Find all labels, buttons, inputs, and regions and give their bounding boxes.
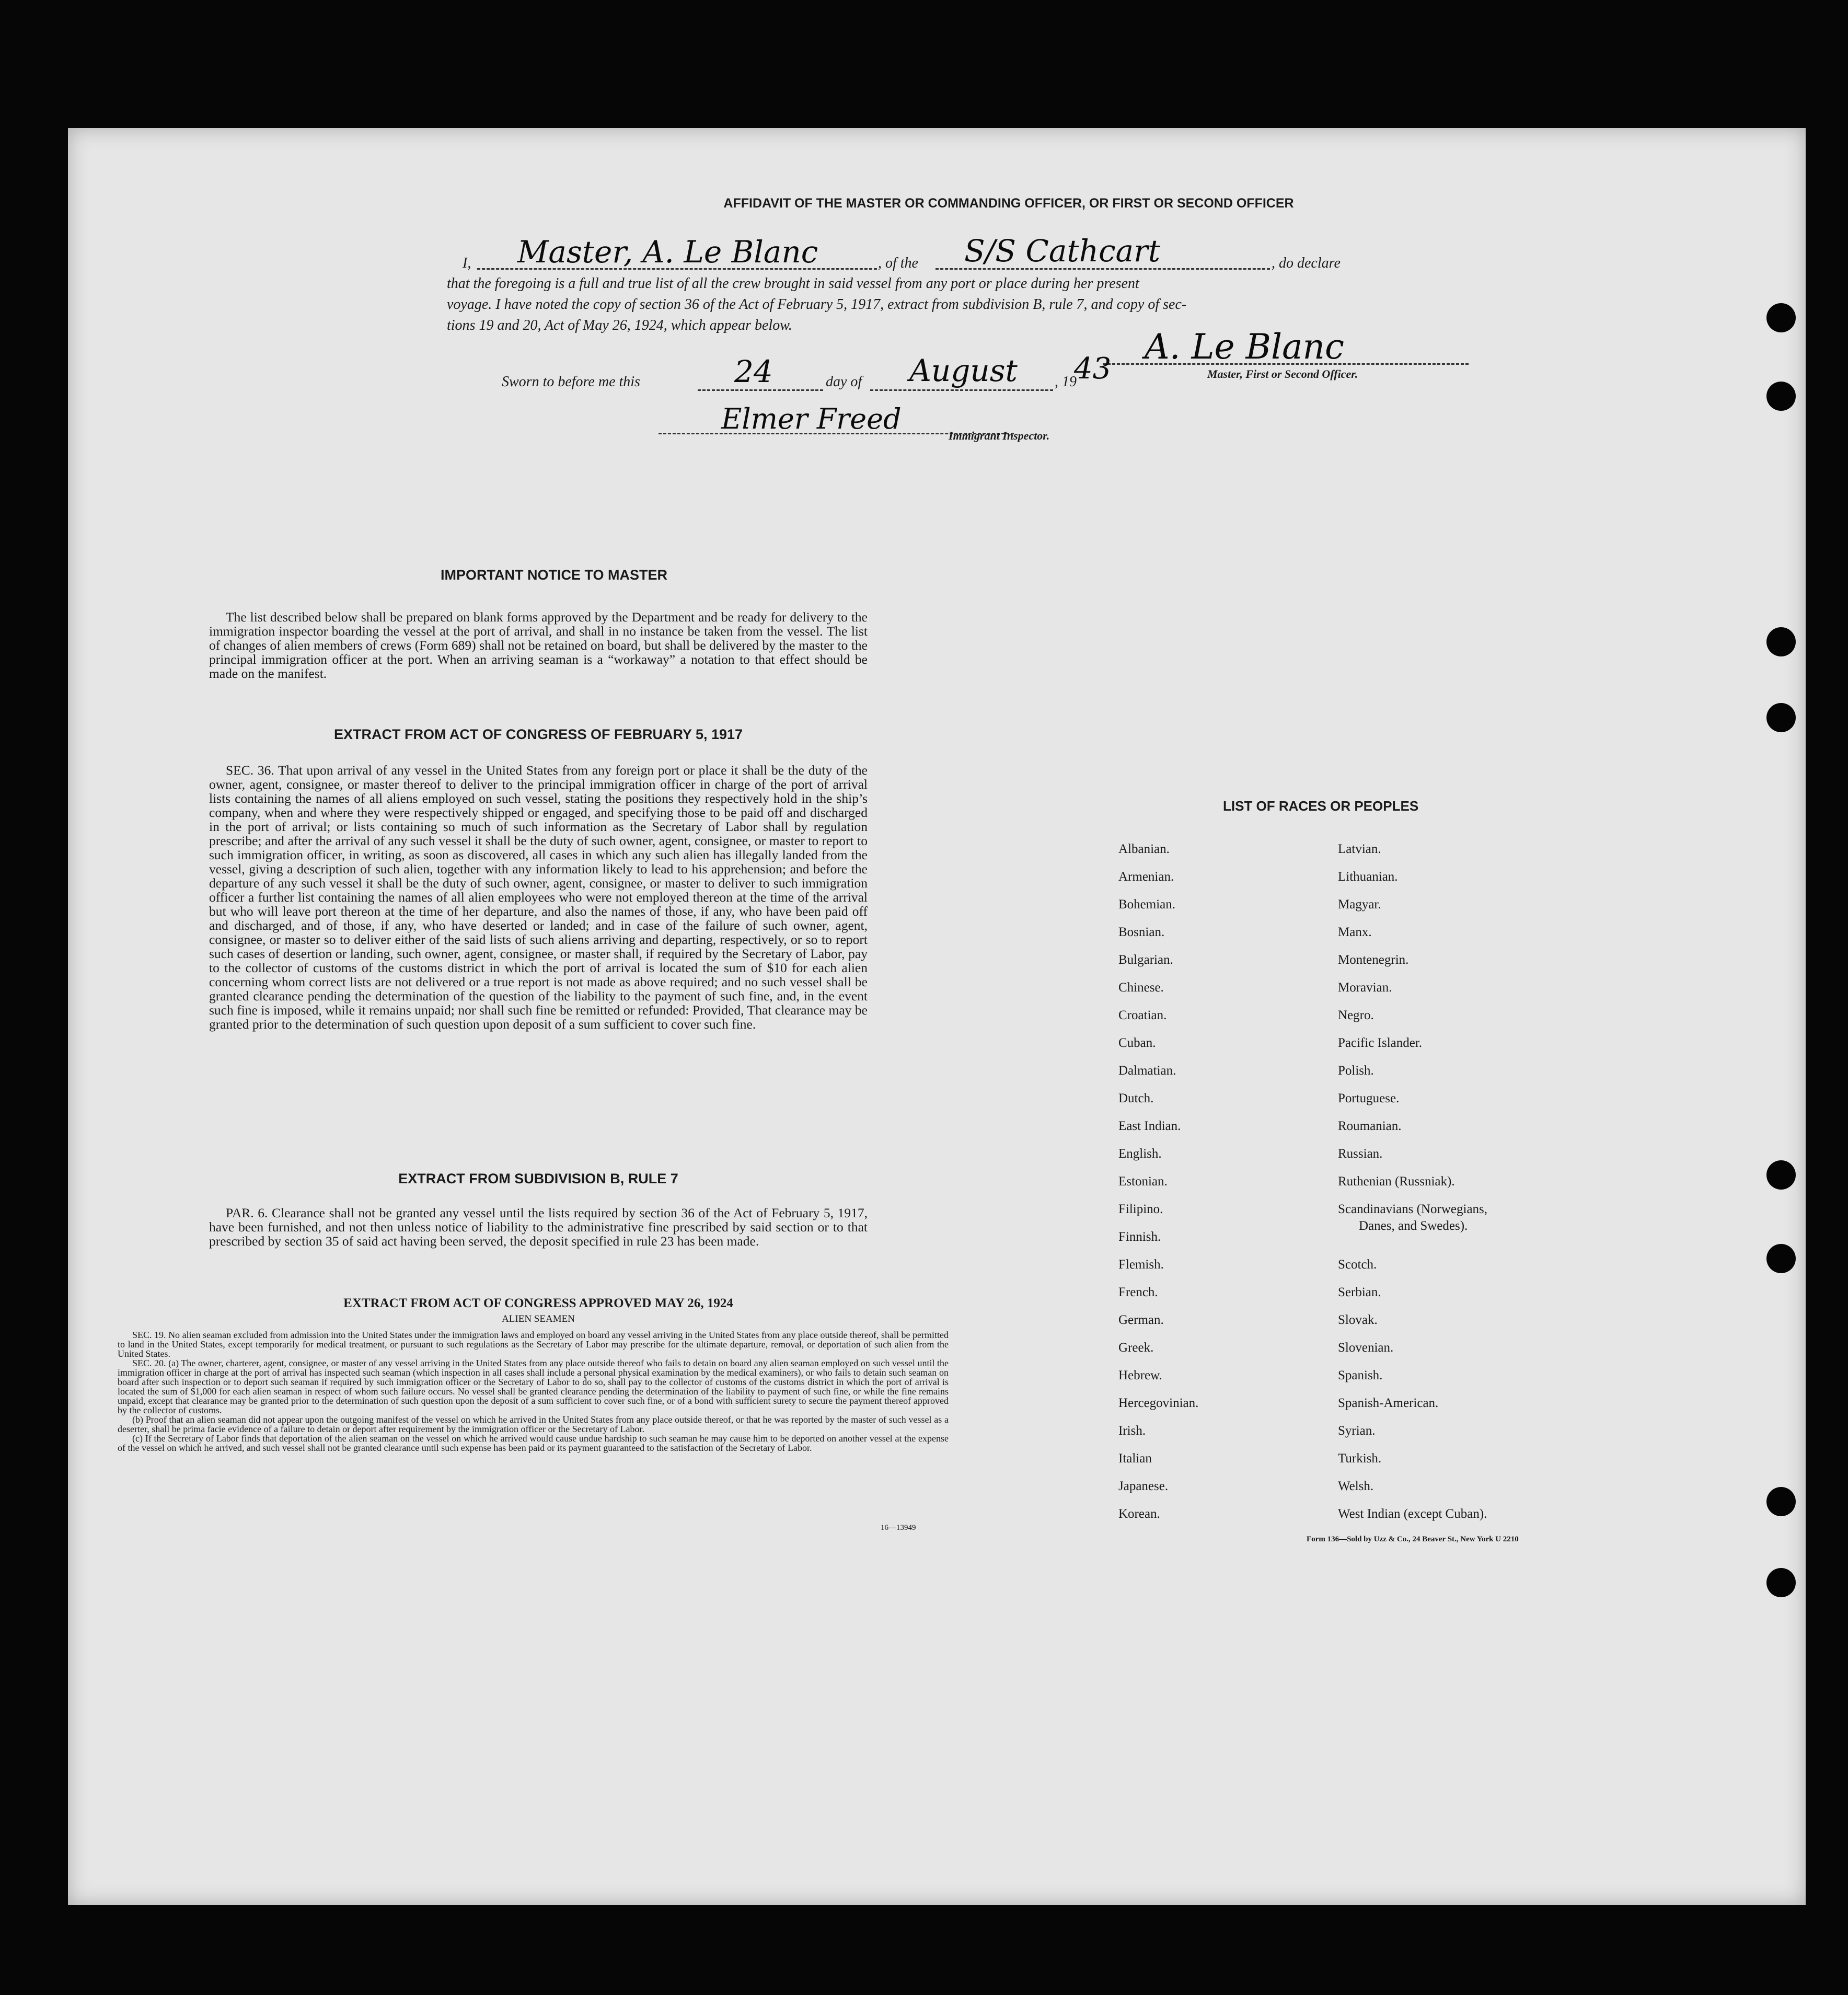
race-item: Welsh. (1338, 1479, 1374, 1493)
race-item: Filipino. (1118, 1202, 1163, 1216)
race-item: Serbian. (1338, 1285, 1381, 1299)
race-item: French. (1118, 1285, 1158, 1299)
race-item: Montenegrin. (1338, 953, 1409, 967)
notice-text: The list described below shall be prepared on blank forms approved by the Department and be ready for delivery to the immigration inspector boarding the vessel at the port of arrival, and shall in no instance be taken from the vessel. The list of changes of alien members of crews (Form 689) shall not be retained on board, but shall be delivered by the master to the principal immigration officer at the port. When an arriving seaman is a “workaway” a notation to that effect should be made on the manifest. (209, 609, 868, 681)
race-item: Latvian. (1338, 842, 1381, 856)
form-code: 16—13949 (881, 1524, 916, 1532)
sworn-label: Sworn to before me this (502, 374, 640, 390)
affidavit-title: AFFIDAVIT OF THE MASTER OR COMMANDING OFFICER, OR FIRST OR SECOND OFFICER (723, 196, 1294, 211)
act-1924-title: EXTRACT FROM ACT OF CONGRESS APPROVED MAY 26, 1924 (343, 1296, 733, 1310)
affidavit-line-1 (463, 233, 1508, 272)
day-of-label: day of (826, 374, 862, 390)
race-item: East Indian. (1118, 1119, 1181, 1133)
race-item: Croatian. (1118, 1008, 1167, 1022)
race-item: Estonian. (1118, 1174, 1168, 1189)
form-footer: Form 136—Sold by Uzz & Co., 24 Beaver St., New York U 2210 (1307, 1535, 1519, 1543)
race-item: Turkish. (1338, 1451, 1382, 1466)
year-prefix: , 19 (1055, 374, 1077, 390)
sec-20b-text: (b) Proof that an alien seaman did not appear upon the outgoing manifest of the vessel on which he arrived in the United States from any place outside thereof, or that he was reported by the master of such vessel as a deserter, shall be prima facie evidence of a failure to detain or deport after requirement by the immigration officer or the Secretary of Labor. (118, 1414, 949, 1434)
race-item: Scotch. (1338, 1258, 1377, 1272)
affidavit-line-2: that the foregoing is a full and true list of all the crew brought in said vessel from any port or place during her present (447, 275, 1139, 292)
race-item: Greek. (1118, 1341, 1154, 1355)
rule-7-title: EXTRACT FROM SUBDIVISION B, RULE 7 (398, 1171, 678, 1186)
punch-hole (1766, 703, 1796, 732)
race-item: Finnish. (1118, 1230, 1161, 1244)
race-item: Manx. (1338, 925, 1372, 939)
race-item: Italian (1118, 1451, 1152, 1466)
race-item: Magyar. (1338, 897, 1381, 912)
race-item: Korean. (1118, 1507, 1160, 1521)
race-item: Lithuanian. (1338, 870, 1398, 884)
punch-hole (1766, 1160, 1796, 1190)
race-item: Hebrew. (1118, 1368, 1162, 1382)
inspector-label: Immigrant Inspector. (949, 429, 1050, 442)
race-item: Dutch. (1118, 1091, 1154, 1105)
race-item: Slovak. (1338, 1313, 1378, 1327)
officer-signature: A. Le Blanc (1145, 327, 1344, 367)
races-list-right (1338, 842, 1651, 1521)
races-title: LIST OF RACES OR PEOPLES (1223, 798, 1419, 814)
race-item: West Indian (except Cuban). (1338, 1507, 1487, 1521)
punch-hole (1766, 1568, 1796, 1597)
race-item: Russian. (1338, 1147, 1383, 1161)
race-item: Spanish. (1338, 1368, 1383, 1382)
race-item: German. (1118, 1313, 1164, 1327)
race-item: Cuban. (1118, 1036, 1156, 1050)
punch-hole (1766, 627, 1796, 656)
race-item: Ruthenian (Russniak). (1338, 1174, 1455, 1189)
race-item: Irish. (1118, 1424, 1146, 1438)
punch-hole (1766, 1487, 1796, 1516)
of-the-label: , of the (878, 255, 918, 271)
race-item: Scandinavians (Norwegians, (1338, 1202, 1488, 1216)
month-handwritten: August (909, 353, 1018, 388)
signature-line (1103, 342, 1469, 365)
day-handwritten: 24 (734, 354, 773, 389)
race-item: Bosnian. (1118, 925, 1165, 939)
race-item: Spanish-American. (1338, 1396, 1439, 1410)
year-handwritten: 43 (1074, 352, 1112, 386)
act-1917-text: SEC. 36. That upon arrival of any vessel in the United States from any foreign port or place it shall be the duty of the owner, agent, consignee, or master thereof to deliver to the principal immigration officer in charge of the port of arrival lists containing the names of all aliens employed on such vessel, stating the positions they respectively hold in the ship’s company, when and where they were respectively shipped or engaged, and specifying those to be paid off and discharged in the port of arrival; or lists containing so much of such information as the Secretary of Labor shall by regulation prescribe; and after the arrival of any such vessel it shall be the duty of such owner, agent, consignee, or master to report to such immigration officer, in writing, as soon as discovered, all cases in which any such alien has illegally landed from the vessel, giving a description of such alien, together with any information likely to lead to his apprehension; and before the departure of any such vessel it shall be the duty of such owner, agent, consignee, or master to deliver to such immigration officer a further list containing the names of all alien employees who were not employed thereon at the time of the arrival but who will leave port thereon at the time of her departure, and also the names of those, if any, who have been paid off and discharged, and of those, if any, who have deserted or landed; and in case of the failure of such owner, agent, consignee, or master so to deliver either of the said lists of such aliens arriving and departing, respectively, or so to report such cases of desertion or landing, such owner, agent, consignee, or master shall, if required by the Secretary of Labor, pay to the collector of customs of the customs district in which the port of arrival is located the sum of $10 for each alien concerning whom correct lists are not delivered or a true report is not made as above required; and no such vessel shall be granted clearance pending the determination of the question of the liability to the payment of such fine, and, in the event such fine is imposed, while it remains unpaid; nor shall such fine be remitted or refunded: Provided, That clearance may be granted prior to the determination of such question upon deposit of a sum sufficient to cover such fine. (209, 763, 868, 1032)
notice-title: IMPORTANT NOTICE TO MASTER (441, 567, 667, 583)
race-item: Moravian. (1338, 981, 1392, 995)
inspector-signature: Elmer Freed (721, 402, 902, 435)
affidavit-line-3: voyage. I have noted the copy of section 36 of the Act of February 5, 1917, extract from subdivision B, rule 7, and copy of sec- (447, 296, 1187, 313)
race-item: Polish. (1338, 1064, 1374, 1078)
race-item: Dalmatian. (1118, 1064, 1176, 1078)
race-item: Portuguese. (1338, 1091, 1400, 1105)
act-1917-title: EXTRACT FROM ACT OF CONGRESS OF FEBRUARY 5, 1917 (333, 726, 743, 742)
race-item: Armenian. (1118, 870, 1174, 884)
race-item: Japanese. (1118, 1479, 1169, 1493)
master-name-handwritten: Master, A. Le Blanc (517, 234, 818, 270)
act-1924-body (118, 1330, 949, 1452)
race-item: Flemish. (1118, 1258, 1164, 1272)
document-page (68, 128, 1806, 1905)
act-1924-subtitle: ALIEN SEAMEN (502, 1313, 575, 1324)
race-item: Albanian. (1118, 842, 1170, 856)
race-item: Hercegovinian. (1118, 1396, 1199, 1410)
race-item: Chinese. (1118, 981, 1164, 995)
race-item: Roumanian. (1338, 1119, 1402, 1133)
race-item: Slovenian. (1338, 1341, 1394, 1355)
signature-label: Master, First or Second Officer. (1207, 367, 1358, 380)
race-item: Syrian. (1338, 1424, 1376, 1438)
races-list-left (1118, 842, 1327, 1521)
race-item: Pacific Islander. (1338, 1036, 1423, 1050)
race-item: Negro. (1338, 1008, 1374, 1022)
sec-20c-text: (c) If the Secretary of Labor finds that deportation of the alien seaman on the vessel on which he arrived would cause undue hardship to such seaman he may cause him to be deported on another vessel at the expense of the vessel on which he arrived, and such vessel shall not be granted clearance until such expense has been paid or its payment guaranteed to the satisfaction of the Secretary of Labor. (118, 1433, 949, 1453)
affidavit-line-4: tions 19 and 20, Act of May 26, 1924, which appear below. (447, 317, 792, 333)
vessel-name-handwritten: S/S Cathcart (964, 233, 1161, 269)
punch-hole (1766, 382, 1796, 411)
rule-7-text: PAR. 6. Clearance shall not be granted any vessel until the lists required by section 36 of the Act of February 5, 1917, have been furnished, and not then unless notice of liability to the administrative fine prescribed by said section or to that prescribed by section 35 of said act having been served, the deposit specified in rule 23 has been made. (209, 1205, 868, 1249)
race-item: Danes, and Swedes). (1359, 1219, 1468, 1233)
race-item: Bohemian. (1118, 897, 1176, 912)
declare-label: , do declare (1272, 255, 1341, 271)
sec-20a-text: SEC. 20. (a) The owner, charterer, agent, consignee, or master of any vessel arriving in the United States from any place outside thereof who fails to detain on board any alien seaman employed on such vessel until the immigration officer in charge at the port of arrival has inspected such seaman (which inspection in all cases shall include a personal physical examination by the medical examiners), or who fails to detain such seaman on board after such inspection or to deport such seaman if required by such immigration officer or the Secretary of Labor to do so, shall pay to the collector of customs of the customs district in which the port of arrival is located the sum of $1,000 for each alien seaman in respect of whom such failure occurs. No vessel shall be granted clearance pending the determination of the liability to payment of such fine, or while the fine remains unpaid, except that clearance may be granted prior to the determination of such question upon the deposit of a sum sufficient to cover such fine, or of a bond with sufficient surety to secure the payment thereof approved by the collector of customs. (118, 1358, 949, 1415)
punch-hole (1766, 303, 1796, 332)
punch-hole (1766, 1244, 1796, 1273)
race-item: Bulgarian. (1118, 953, 1173, 967)
race-item: English. (1118, 1147, 1162, 1161)
sworn-line (502, 352, 1112, 395)
i-label: I, (463, 255, 471, 271)
sec-19-text: SEC. 19. No alien seaman excluded from admission into the United States under the immigration laws and employed on board any vessel arriving in the United States from any place outside thereof, shall be permitted to land in the United States, except temporarily for medical treatment, or pursuant to such regulations as the Secretary of Labor may prescribe for the ultimate departure, removal, or deportation of such alien from the United States. (118, 1330, 949, 1359)
